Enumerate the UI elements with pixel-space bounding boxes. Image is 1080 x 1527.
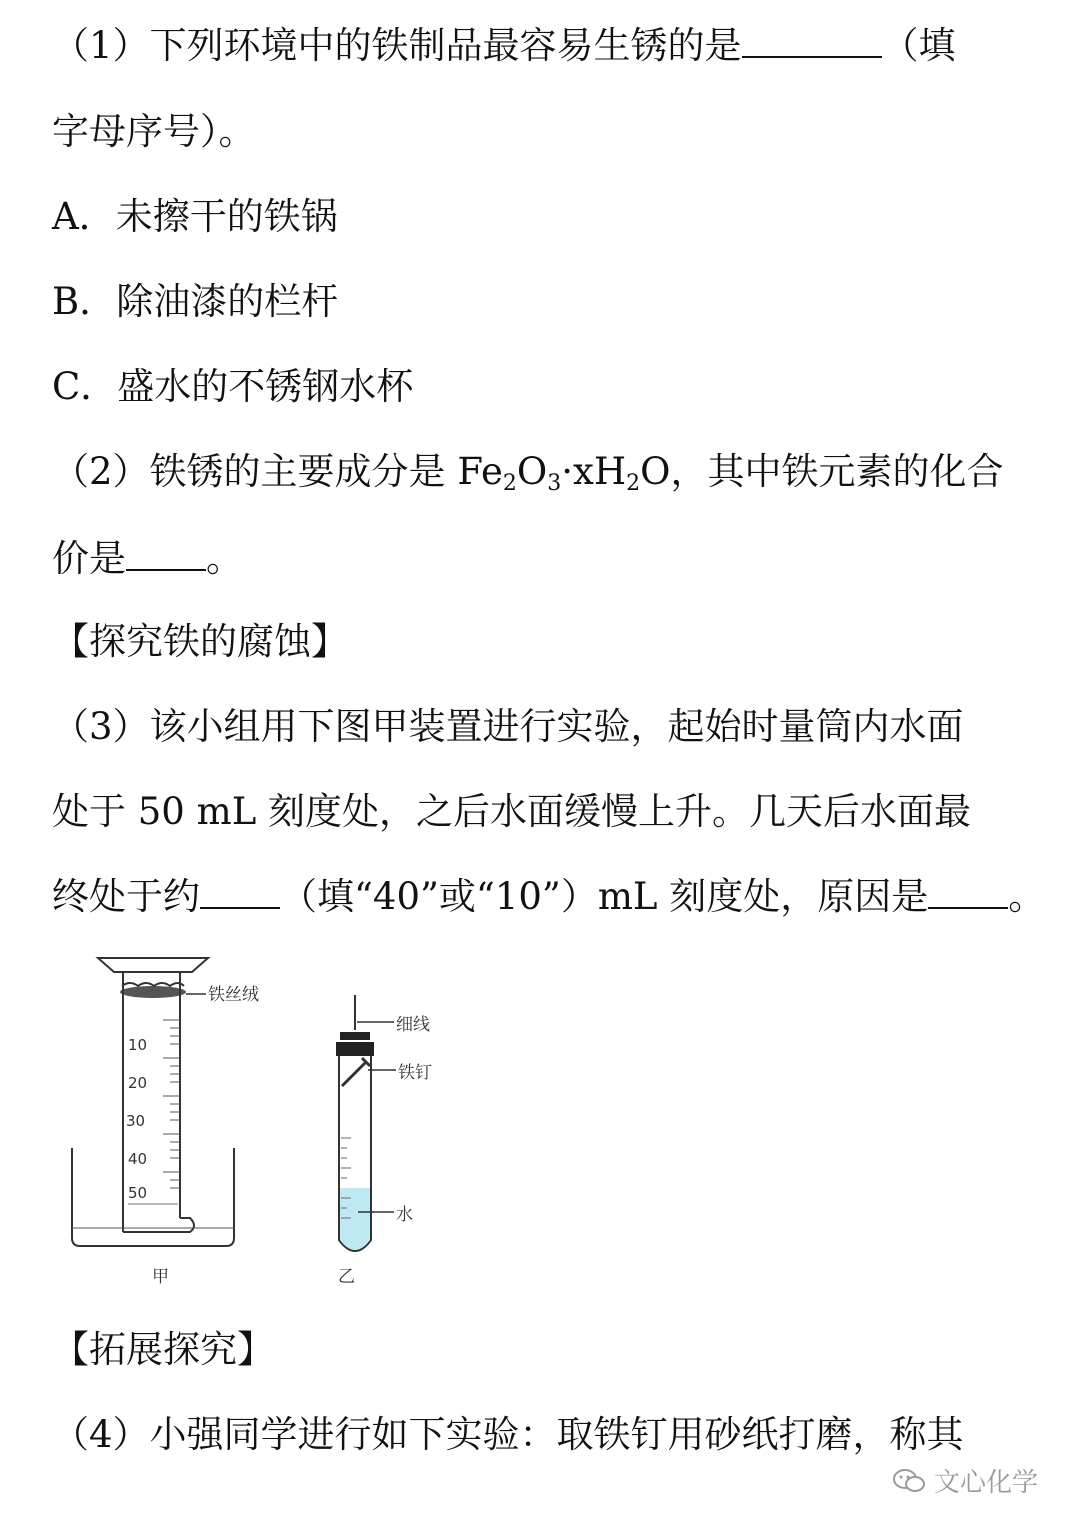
q1-text: （1）下列环境中的铁制品最容易生锈的是 [52,24,742,67]
q4-line1: （4）小强同学进行如下实验：取铁钉用砂纸打磨，称其 [52,1413,964,1456]
section-heading-corrosion: 【探究铁的腐蚀】 [52,620,348,663]
tick-label: 20 [128,1074,148,1092]
experiment-figure [60,950,480,1295]
formula-o2: O [640,450,671,493]
answer-blank-q1[interactable] [742,26,882,58]
q3-line3-c: 。 [1008,875,1046,918]
iron-nail [342,1062,366,1086]
cylinder-cap [98,958,208,972]
q2-line2-tail: 。 [206,537,243,580]
formula-sub: 2 [626,471,641,496]
section-heading-extension: 【拓展探究】 [52,1328,274,1371]
q3-line1: （3）该小组用下图甲装置进行实验，起始时量筒内水面 [52,705,964,748]
label-nail: 铁钉 [398,1063,432,1083]
label-water: 水 [396,1205,413,1225]
answer-blank-q3a[interactable] [200,877,280,909]
stopper-top [340,1032,370,1040]
tick-label: 50 [128,1184,148,1202]
q2-line1 [52,450,1003,506]
q3-line2: 处于 50 mL 刻度处，之后水面缓慢上升。几天后水面最 [52,790,972,833]
label-iron-wool: 铁丝绒 [208,985,259,1005]
option-a: A．未擦干的铁锅 [52,195,338,238]
apparatus-a [72,958,259,1287]
q3-line3 [52,875,1045,919]
watermark [892,1462,1038,1499]
q2-line2-text: 价是 [52,537,126,580]
answer-blank-q3b[interactable] [928,877,1008,909]
q1-line2: 字母序号）。 [52,110,256,153]
q3-line3-a: 终处于约 [52,875,200,918]
formula-fe: Fe [457,450,503,493]
formula-xh: ·xH [561,450,627,493]
cylinder-scale [163,1020,180,1188]
tick-label: 40 [128,1150,148,1168]
option-c: C．盛水的不锈钢水杯 [52,365,414,408]
option-b: B．除油漆的栏杆 [52,280,339,323]
formula-sub: 3 [547,471,562,496]
iron-wool [120,986,186,998]
formula-o: O [516,450,548,493]
q3-line3-b: （填“40”或“10”）mL 刻度处，原因是 [280,875,929,918]
caption-a: 甲 [152,1267,169,1287]
q1-tail: （填 [881,24,956,67]
stopper [336,1042,374,1056]
water [340,1188,370,1250]
label-thread: 细线 [396,1015,430,1035]
tick-label: 10 [128,1036,148,1054]
q1-line1 [52,24,956,68]
q2-prefix: （2）铁锈的主要成分是 [52,450,458,493]
apparatus-b [336,995,432,1287]
cylinder-base [123,1218,194,1232]
q2-suffix: ，其中铁元素的化合 [670,450,1004,493]
formula [457,450,671,496]
watermark-text: 文心化学 [933,1468,1038,1498]
q2-line2 [52,537,243,581]
iron-wool-texture [122,983,184,986]
formula-sub: 2 [502,471,517,496]
wechat-icon [892,1467,926,1495]
caption-b: 乙 [338,1267,355,1287]
answer-blank-q2[interactable] [126,539,206,571]
tick-label: 30 [126,1112,146,1130]
